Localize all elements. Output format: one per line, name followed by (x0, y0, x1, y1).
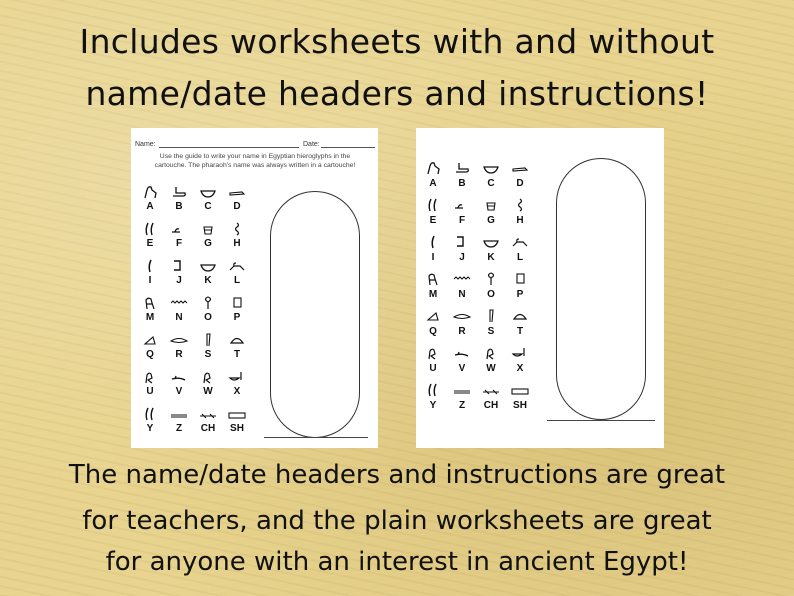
cartouche-baseline (264, 437, 368, 438)
vulture-icon (141, 184, 159, 200)
letter-n: N (458, 289, 466, 300)
letter-v: V (175, 386, 183, 397)
letter-h: H (516, 215, 524, 226)
quail-chick-icon (482, 345, 500, 361)
folded-cloth-icon (482, 308, 500, 324)
letter-z: Z (175, 423, 183, 434)
letter-n: N (175, 312, 183, 323)
quail-chick-icon (199, 369, 217, 385)
letter-k: K (487, 252, 495, 263)
basket-and-cloth-icon (228, 369, 246, 385)
owl-icon (141, 295, 159, 311)
door-bolt-icon (453, 382, 471, 398)
letter-z: Z (458, 400, 466, 411)
letter-b: B (175, 201, 183, 212)
name-line (159, 141, 299, 148)
basket-icon (482, 160, 500, 176)
footer-line-3: for anyone with an interest in ancient Egypt! (105, 547, 689, 577)
letter-p: P (233, 312, 241, 323)
door-bolt-icon (170, 406, 188, 422)
letter-m: M (145, 312, 155, 323)
reed-icon (141, 258, 159, 274)
jar-stand-icon (199, 221, 217, 237)
cobra-icon (453, 234, 471, 250)
letter-i: I (148, 275, 152, 286)
foot-icon (453, 160, 471, 176)
letter-s: S (204, 349, 212, 360)
viper-icon (170, 221, 188, 237)
letter-m: M (428, 289, 438, 300)
letter-u: U (429, 363, 437, 374)
letter-ch: CH (200, 423, 216, 434)
basket-and-cloth-icon (511, 345, 529, 361)
letter-w: W (203, 386, 213, 397)
foot-icon (170, 184, 188, 200)
letter-c: C (204, 201, 212, 212)
letter-a: A (146, 201, 154, 212)
name-label: Name: (135, 141, 156, 148)
water-icon (453, 271, 471, 287)
viper-icon (453, 197, 471, 213)
letter-p: P (516, 289, 524, 300)
letter-r: R (175, 349, 183, 360)
vulture-icon (424, 160, 442, 176)
jar-stand-icon (482, 197, 500, 213)
basket-icon (199, 258, 217, 274)
hill-icon (424, 308, 442, 324)
lion-icon (511, 234, 529, 250)
letter-k: K (204, 275, 212, 286)
hill-icon (141, 332, 159, 348)
lion-icon (228, 258, 246, 274)
folded-cloth-icon (199, 332, 217, 348)
reed-pair-icon (424, 197, 442, 213)
letter-g: G (204, 238, 212, 249)
letter-x: X (516, 363, 524, 374)
letter-i: I (431, 252, 435, 263)
letter-t: T (516, 326, 524, 337)
letter-r: R (458, 326, 466, 337)
pool-icon (511, 382, 529, 398)
instructions-line-2: cartouche. The pharaoh's name was always written in a cartouche! (154, 162, 356, 169)
letter-v: V (458, 363, 466, 374)
letter-a: A (429, 178, 437, 189)
worksheet-with-header (131, 128, 378, 448)
reed-pair-icon (424, 382, 442, 398)
footer-line-1: The name/date headers and instructions are great (68, 460, 726, 490)
twisted-flax-icon (228, 221, 246, 237)
letter-q: Q (429, 326, 437, 337)
basket-icon (482, 234, 500, 250)
letter-e: E (146, 238, 154, 249)
letter-ch: CH (483, 400, 499, 411)
quail-chick-icon (141, 369, 159, 385)
plain-worksheet (416, 128, 664, 448)
lasso-icon (482, 271, 500, 287)
letter-t: T (233, 349, 241, 360)
headline-line-1: Includes worksheets with and without (79, 22, 715, 61)
hand-icon (511, 160, 529, 176)
date-line (321, 141, 375, 148)
rope-icon (482, 382, 500, 398)
letter-l: L (516, 252, 524, 263)
letter-s: S (487, 326, 495, 337)
quail-chick-icon (424, 345, 442, 361)
hand-icon (228, 184, 246, 200)
stool-icon (228, 295, 246, 311)
letter-x: X (233, 386, 241, 397)
mouth-icon (453, 308, 471, 324)
cartouche (556, 158, 646, 420)
letter-sh: SH (513, 400, 527, 411)
reed-pair-icon (141, 221, 159, 237)
letter-sh: SH (230, 423, 244, 434)
horned-viper-icon (453, 345, 471, 361)
twisted-flax-icon (511, 197, 529, 213)
lasso-icon (199, 295, 217, 311)
rope-icon (199, 406, 217, 422)
letter-e: E (429, 215, 437, 226)
headline-line-2: name/date headers and instructions! (85, 74, 709, 113)
water-icon (170, 295, 188, 311)
cobra-icon (170, 258, 188, 274)
letter-j: J (176, 275, 182, 286)
letter-g: G (487, 215, 495, 226)
letter-f: F (175, 238, 183, 249)
reed-pair-icon (141, 406, 159, 422)
owl-icon (424, 271, 442, 287)
bread-icon (511, 308, 529, 324)
letter-b: B (458, 178, 466, 189)
stool-icon (511, 271, 529, 287)
letter-d: D (516, 178, 524, 189)
letter-d: D (233, 201, 241, 212)
letter-y: Y (146, 423, 154, 434)
letter-u: U (146, 386, 154, 397)
letter-q: Q (146, 349, 154, 360)
letter-h: H (233, 238, 241, 249)
reed-icon (424, 234, 442, 250)
bread-icon (228, 332, 246, 348)
date-label: Date: (303, 141, 320, 148)
letter-j: J (459, 252, 465, 263)
cartouche (270, 191, 360, 438)
letter-c: C (487, 178, 495, 189)
basket-icon (199, 184, 217, 200)
letter-l: L (233, 275, 241, 286)
horned-viper-icon (170, 369, 188, 385)
pool-icon (228, 406, 246, 422)
footer-line-2: for teachers, and the plain worksheets are great (82, 506, 712, 536)
cartouche-baseline (547, 420, 655, 421)
letter-o: O (204, 312, 212, 323)
letter-w: W (486, 363, 496, 374)
letter-o: O (487, 289, 495, 300)
letter-y: Y (429, 400, 437, 411)
instructions-line-1: Use the guide to write your name in Egyptian hieroglyphs in the (159, 153, 351, 160)
letter-f: F (458, 215, 466, 226)
mouth-icon (170, 332, 188, 348)
